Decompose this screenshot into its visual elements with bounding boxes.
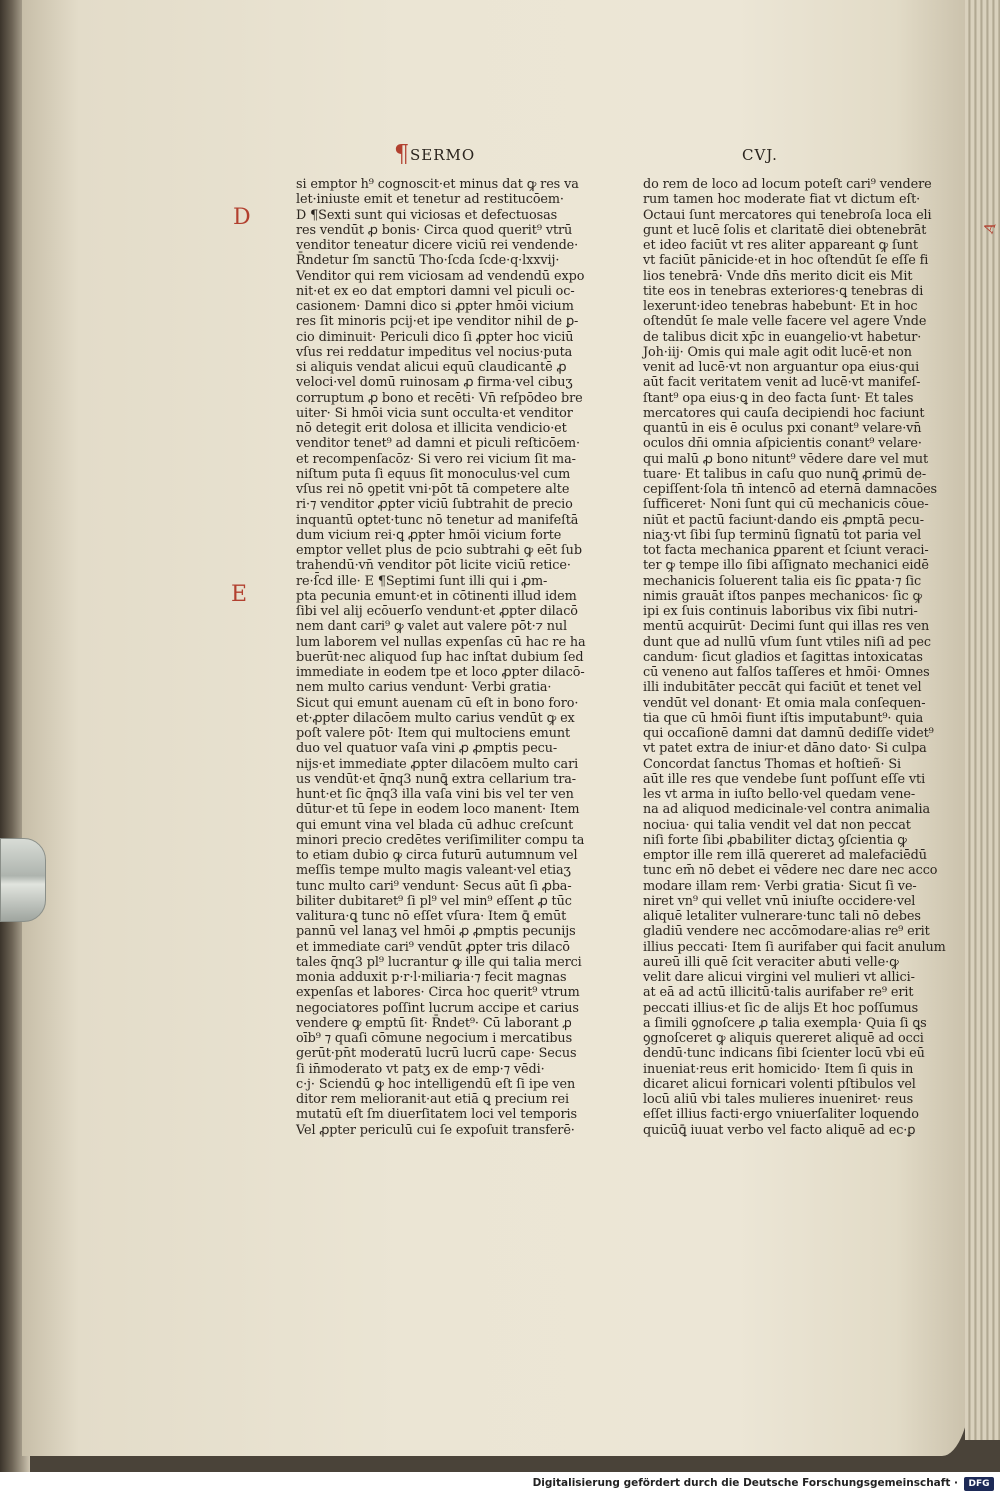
text-column-left bbox=[296, 177, 586, 1138]
text-line: expenſas et labores· Circa hoc querit⁹ vtrum bbox=[296, 985, 580, 1001]
text-line: tot facta mechanica ꝑparent et ſciunt veraci- bbox=[643, 543, 929, 558]
text-line: et immediate cari⁹ vendūt ꝓpter tris dilacō bbox=[296, 939, 570, 955]
text-line: lexerunt·ideo tenebras habebunt· Et in hoc bbox=[643, 299, 918, 314]
margin-letter-e: E bbox=[231, 582, 248, 607]
text-line: niſtum puta ſi equus ſit monoculus·vel cum bbox=[296, 466, 571, 482]
text-line: ſtant⁹ opa eius·ꝗ in deo facta ſunt· Et tales bbox=[643, 390, 914, 406]
text-line: oīb⁹ ⁊ quaſi cōmune negocium i mercatibus bbox=[296, 1031, 573, 1046]
text-line: inueniat·reus erit homicido· Item ſi quis in bbox=[643, 1061, 914, 1077]
text-line: candum· ſicut gladios et ſagittas intoxicatas bbox=[643, 649, 923, 665]
margin-scribble-right: A bbox=[980, 220, 1000, 236]
text-line: res vendūt ꝓ bonis· Circa quod querit⁹ vtrū bbox=[296, 222, 573, 238]
text-line: cū veneno aut falſos taſſeres et hmōi· Omnes bbox=[643, 665, 930, 680]
text-line: de talibus dicit xp̄c in euangelio·vt habetur· bbox=[643, 329, 922, 345]
text-line: aureū illi quē ſcit veraciter abuti velle·ꝙ bbox=[643, 954, 899, 970]
running-head-left: SERMO bbox=[410, 146, 476, 164]
text-line: Joh·iij· Omis qui male agit odit lucē·et non bbox=[643, 344, 912, 360]
text-line: rum tamen hoc moderate fiat vt dictum eſt· bbox=[643, 192, 921, 208]
text-line: D ¶Sexti sunt qui viciosas et defectuosas bbox=[296, 207, 558, 223]
text-line: vſus rei nō ꝯpetit vni·pōt tā competere alte bbox=[296, 482, 570, 497]
text-line: biliter dubitaret⁹ ſi pl⁹ vel min⁹ eſſent ꝓ tūc bbox=[296, 893, 572, 909]
running-head-right: CVJ. bbox=[742, 146, 778, 164]
text-line: venditor teneatur dicere viciū rei vendende· bbox=[296, 238, 579, 253]
text-line: monia adduxit p·r·l·miliaria·⁊ fecit magnas bbox=[296, 970, 567, 985]
dfg-logo: DFG bbox=[964, 1477, 994, 1491]
text-line: mutatū eſt ſm diuerſitatem loci vel temporis bbox=[296, 1107, 578, 1123]
text-line: nō detegit erit dolosa et illicita vendicio·et bbox=[296, 421, 567, 436]
text-line: lios tenebrā· Vnde dn̄s merito dicit eis Mit bbox=[643, 268, 913, 284]
text-line: cio diminuit· Periculi dico ſi ꝓpter hoc viciū bbox=[296, 329, 574, 345]
text-line: res ſit minoris pcij·et ipe venditor nihil de ꝑ- bbox=[296, 314, 579, 330]
text-line: niaʒ·vt ſibi ſup terminū ſignatū tot paria vel bbox=[643, 527, 922, 543]
text-line: mechanicis ſoluerent talia eis ſic ꝑpata·⁊ ſic bbox=[643, 573, 922, 589]
funding-credit: Digitalisierung gefördert durch die Deutsche Forschungsgemeinschaft · bbox=[532, 1477, 958, 1489]
text-line: vſus rei reddatur impeditus vel nocius·puta bbox=[296, 344, 573, 360]
text-line: at eā ad actū illicitū·talis aurifaber re⁹ erit bbox=[643, 985, 914, 1001]
text-line: nociua· qui talia vendit vel dat non peccat bbox=[643, 817, 911, 833]
text-line: hunt·et ſic q̄nq3 illa vaſa vini bis vel ter ven bbox=[296, 787, 574, 802]
text-line: ſibi vel alij ecōuerſo vendunt·et ꝓpter dilacō bbox=[296, 604, 578, 619]
text-line: si emptor h⁹ cognoscit·et minus dat ꝙ res va bbox=[296, 177, 579, 192]
text-line: mentū acquirūt· Decimi ſunt qui illas res ven bbox=[643, 619, 930, 635]
text-line: tuare· Et talibus in caſu quo nunꝗ̄ ꝓrimū de- bbox=[643, 466, 927, 482]
text-line: nit·et ex eo dat emptori damni vel piculi oc- bbox=[296, 283, 575, 299]
text-line: us vendūt·et q̄nq3 nunꝗ̄ extra cellarium tra- bbox=[296, 771, 576, 787]
text-line: emptor vellet plus de pcio subtrahi ꝙ eēt ſub bbox=[296, 543, 582, 558]
text-line: Venditor qui rem viciosam ad vendendū expo bbox=[296, 268, 585, 284]
text-line: cepiſſent·ſola tn̄ intencō ad eternā damnacōes bbox=[643, 482, 938, 497]
text-line: c·j· Sciendū ꝙ hoc intelligendū eſt ſi ipe ven bbox=[296, 1076, 576, 1092]
text-line: emptor ille rem illā quereret ad malefaciēdū bbox=[643, 848, 927, 863]
text-line: nimis grauāt iſtos panpes mechanicos· ſic ꝙ bbox=[643, 588, 923, 604]
text-line: aūt facit veritatem venit ad lucē·vt manifeſ- bbox=[643, 375, 921, 391]
text-line: trahendū·vn̄ venditor pōt licite viciū retice· bbox=[296, 558, 571, 574]
text-line: duo vel quatuor vaſa vini ꝓ ꝓmptis pecu- bbox=[296, 741, 558, 757]
text-line: buerūt·nec aliquod ſup hac inſtat dubium ſed bbox=[296, 649, 584, 665]
text-line: Vel ꝓpter periculū cui ſe expoſuit transferē· bbox=[296, 1122, 575, 1138]
text-line: peccati illius·et ſic de alijs Et hoc poſſumus bbox=[643, 1000, 919, 1016]
text-line: illius peccati· Item ſi aurifaber qui facit anulum bbox=[643, 939, 946, 955]
text-line: R̄ndetur ſm sanctū Tho·ſcda ſcde·q·lxxvij· bbox=[296, 253, 560, 269]
text-line: Octaui ſunt mercatores qui tenebroſa loca eli bbox=[643, 207, 932, 223]
text-line: eſſet illius facti·ergo vniuerſaliter loquendo bbox=[643, 1107, 919, 1123]
text-line: gunt et lucē ſolis et claritatē diei obtenebrāt bbox=[643, 222, 927, 238]
text-line: vt patet extra de iniur·et dāno dato· Si culpa bbox=[643, 741, 927, 757]
text-line: nijs·et immediate ꝓpter dilacōem multo cari bbox=[296, 756, 579, 772]
text-line: vendere ꝙ emptū ſit· R̄ndet⁹· Cū laborant ꝓ bbox=[296, 1015, 572, 1031]
text-line: pta pecunia emunt·et in cōtinenti illud idem bbox=[296, 588, 577, 604]
text-line: Concordat ſanctus Thomas et hoſtieñ· Si bbox=[643, 756, 902, 772]
text-line: ipi ex ſuis continuis laboribus vix ſibi nutri- bbox=[643, 604, 918, 619]
text-line: ꝯgnoſceret ꝙ aliquis quereret aliquē ad occi bbox=[643, 1031, 924, 1046]
text-line: na ad aliquod medicinale·vel contra animalia bbox=[643, 802, 931, 818]
text-line: qui malū ꝓ bono nitunt⁹ vēdere dare vel mut bbox=[643, 451, 929, 467]
header-left-pilcrow: ¶ bbox=[394, 140, 410, 168]
text-line: nem dant cari⁹ ꝙ valet aut valere pōt·⁊ nul bbox=[296, 619, 568, 635]
text-line: dunt que ad nullū vſum ſunt vtiles niſi ad pec bbox=[643, 634, 931, 650]
text-line: aūt ille res que vendebe ſunt poſſunt eſſe vti bbox=[643, 771, 926, 787]
text-line: dendū·tunc indicans ſibi ſcienter locū vbi eū bbox=[643, 1046, 925, 1062]
text-line: uiter· Si hmōi vicia sunt occulta·et venditor bbox=[296, 405, 573, 421]
text-line: quantū in eis ē oculus pxi conant⁹ velare·vn̄ bbox=[643, 421, 922, 436]
text-line: ditor rem melioranit·aut etiā ꝗ precium rei bbox=[296, 1092, 569, 1107]
text-line: tia que cū hmōi fiunt iſtis imputabunt⁹· quia bbox=[643, 710, 924, 726]
text-line: aliquē letaliter vulnerare·tunc tali nō debes bbox=[643, 909, 921, 924]
text-line: oſtendūt ſe male velle facere vel agere Vnde bbox=[643, 314, 927, 330]
right-page-stack bbox=[965, 0, 1000, 1440]
margin-letter-d: D bbox=[233, 205, 251, 230]
text-line: Sicut qui emunt auenam cū eſt in bono foro· bbox=[296, 695, 579, 711]
text-line: et recompenſacōz· Si vero rei vicium ſit ma- bbox=[296, 451, 576, 467]
text-line: to etiam dubio ꝙ circa futurū autumnum vel bbox=[296, 848, 578, 863]
text-line: qui emunt vina vel blada cū adhuc creſcunt bbox=[296, 817, 574, 833]
text-line: dicaret alicui fornicari volenti pſtibulos vel bbox=[643, 1076, 916, 1092]
text-line: gerūt·pn̄t moderatū lucrū lucrū cape· Secus bbox=[296, 1046, 577, 1062]
text-line: mercatores qui cauſa decipiendi hoc faciunt bbox=[643, 405, 925, 421]
text-line: venit ad lucē·vt non arguantur opa eius·qui bbox=[643, 360, 920, 375]
text-line: niſi forte ſibi ꝓbabiliter dictaʒ ꝯſcientia ꝙ bbox=[643, 832, 907, 848]
text-line: meſſis tempe multo magis valeant·vel etiaʒ bbox=[296, 863, 571, 879]
text-line: tunc multo cari⁹ vendunt· Secus aūt ſi ꝓba- bbox=[296, 878, 572, 894]
text-line: valitura·ꝗ tunc nō eſſet vſura· Item ꝗ̄ emūt bbox=[296, 909, 567, 924]
text-line: dum vicium rei·ꝗ ꝓpter hmōi vicium forte bbox=[296, 527, 562, 543]
text-line: poſt valere pōt· Item qui multociens emunt bbox=[296, 726, 571, 741]
text-line: illi indubitāter peccāt qui faciūt et tenet vel bbox=[643, 680, 922, 696]
text-line: casionem· Damni dico si ꝓpter hmōi vicium bbox=[296, 299, 574, 314]
text-line: quicūꝗ̄ iuuat verbo vel facto aliquē ad ec·ꝑ bbox=[643, 1122, 916, 1138]
text-line: nem multo carius vendunt· Verbi gratia· bbox=[296, 680, 552, 696]
text-line: inquantū oꝑtet·tunc nō tenetur ad manifeſtā bbox=[296, 512, 579, 528]
text-line: vt faciūt pānicide·et in hoc oſtendūt ſe eſſe fi bbox=[643, 253, 929, 269]
text-line: modare illam rem· Verbi gratia· Sicut ſi ve- bbox=[643, 878, 917, 894]
text-line: ri·⁊ venditor ꝓpter viciū ſubtrahit de precio bbox=[296, 497, 573, 513]
text-line: venditor tenet⁹ ad damni et piculi reſticōem· bbox=[296, 436, 581, 452]
text-line: minori precio credētes veriſimiliter compu ta bbox=[296, 832, 585, 848]
text-column-right bbox=[643, 177, 946, 1138]
text-line: lum laborem vel nullas expenſas cū hac re ha bbox=[296, 634, 586, 650]
text-line: tunc em̄ nō debet ei vēdere nec dare nec acco bbox=[643, 863, 938, 879]
text-line: et ideo faciūt vt res aliter appareant ꝙ ſunt bbox=[643, 238, 918, 253]
text-line: niūt et pactū faciunt·dando eis ꝓmptā pecu- bbox=[643, 512, 924, 528]
text-line: immediate in eodem tpe et loco ꝓpter dilacō- bbox=[296, 665, 585, 680]
text-line: vendūt vel donant· Et omia mala conſequen- bbox=[643, 695, 926, 711]
text-line: do rem de loco ad locum poteſt cari⁹ vendere bbox=[643, 177, 932, 192]
text-line: gladiū vendere nec accōmodare·alias re⁹ erit bbox=[643, 924, 930, 940]
text-line: negociatores poſſint lucrum accipe et carius bbox=[296, 1000, 579, 1016]
text-line: les vt arma in iuſto bello·vel quedam vene- bbox=[643, 787, 916, 802]
text-line: ſi in̄moderato vt patʒ ex de emp·⁊ vēdi· bbox=[296, 1061, 545, 1077]
text-line: a ſimili ꝯgnoſcere ꝓ talia exempla· Quia ſi ꝗs bbox=[643, 1015, 927, 1031]
text-line: ter ꝙ tempe illo ſibi aſſignato mechanici eidē bbox=[643, 558, 929, 574]
text-line: re·ſ̄cd ille· E ¶Septimi ſunt illi qui i ꝓm- bbox=[296, 573, 548, 589]
text-line: corruptum ꝓ bono et recēti· Vn̄ reſpōdeo bre bbox=[296, 390, 583, 406]
text-line: et·ꝓpter dilacōem multo carius vendūt ꝙ ex bbox=[296, 710, 575, 726]
text-line: ſufficeret· Noni ſunt qui cū mechanicis cōue- bbox=[643, 497, 929, 513]
text-line: dūtur·et tū ſepe in eodem loco manent· Item bbox=[296, 802, 580, 818]
text-line: oculos dn̄i omnia aſpicientis conant⁹ velare· bbox=[643, 436, 922, 452]
text-line: velit dare alicui virgini vel mulieri vt allici- bbox=[643, 970, 915, 985]
gutter-clip bbox=[0, 838, 46, 922]
text-line: qui occaſionē damni dat damnū dediſſe videt⁹ bbox=[643, 726, 934, 741]
text-line: pannū vel lanaʒ vel hmōi ꝓ ꝓmptis pecunijs bbox=[296, 924, 576, 940]
text-line: tite eos in tenebras exteriores·ꝗ tenebras di bbox=[643, 283, 924, 299]
text-line: tales q̄nq3 pl⁹ lucrantur ꝙ ille qui talia merci bbox=[296, 954, 582, 970]
text-line: si aliquis vendat alicui equū claudicantē ꝓ bbox=[296, 360, 567, 375]
text-line: let·iniuste emit et tenetur ad restitucōem· bbox=[296, 192, 564, 208]
text-line: niret vn⁹ qui vellet vnū iniuſte occidere·vel bbox=[643, 893, 916, 909]
text-line: locū aliū vbi tales mulieres inueniret· reus bbox=[643, 1092, 914, 1107]
text-line: veloci·vel domū ruinosam ꝓ firma·vel cibuʒ bbox=[296, 375, 573, 391]
footer-bar bbox=[0, 1472, 1000, 1496]
